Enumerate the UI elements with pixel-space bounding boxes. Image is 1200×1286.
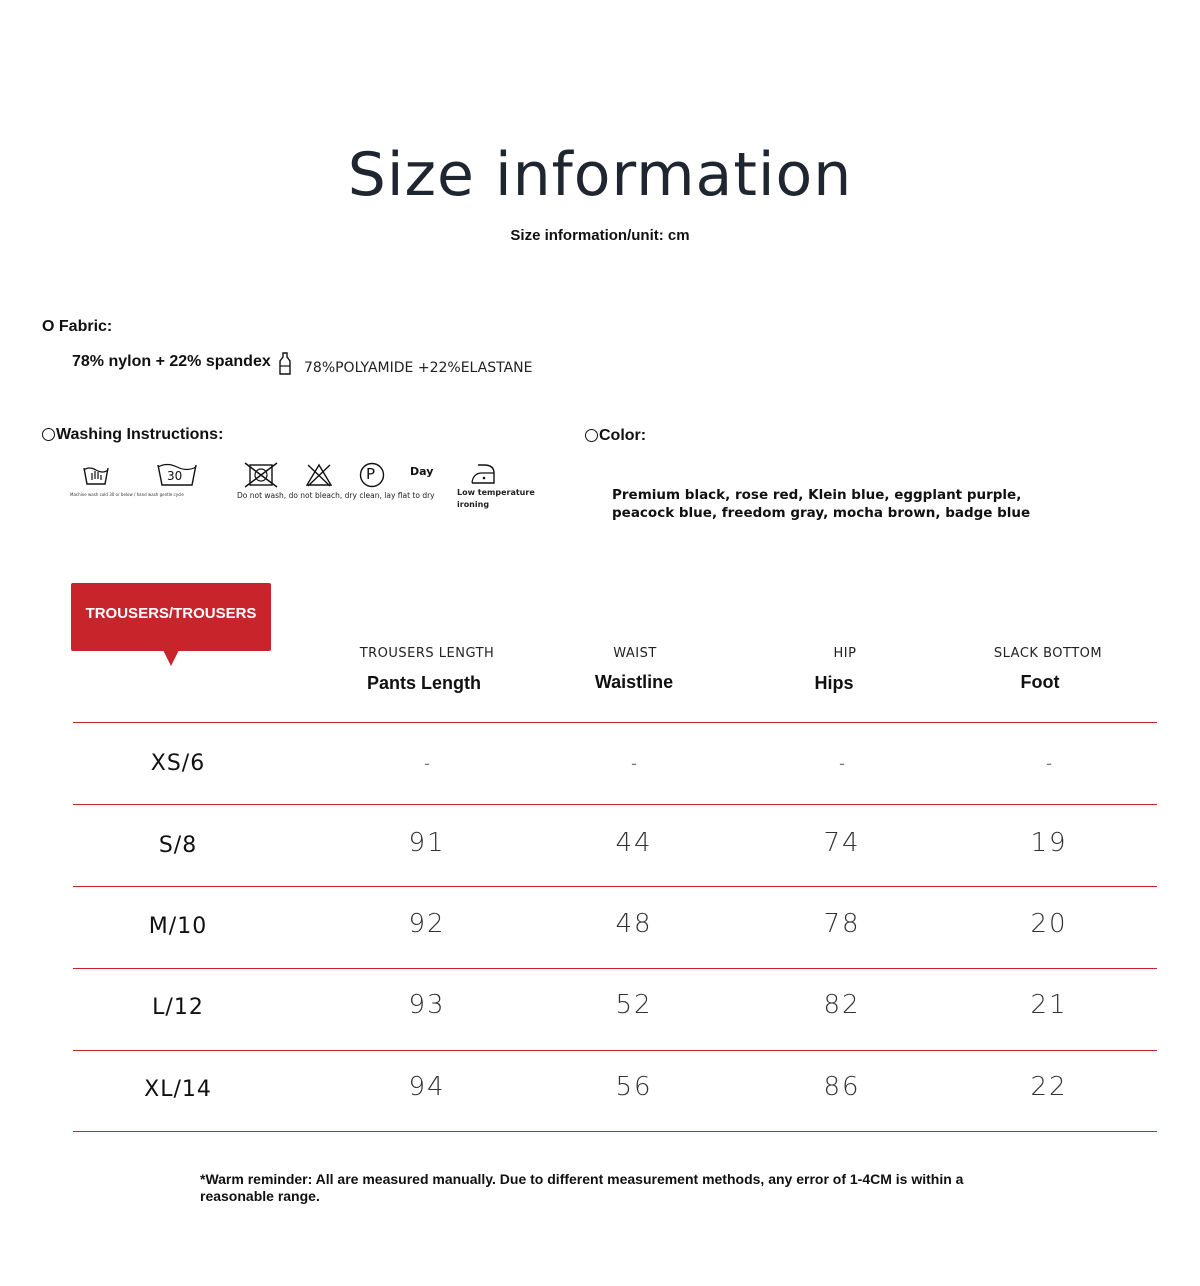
machine-wash-caption: Machine wash cold 30 or below / hand wash gentle cycle [70, 492, 184, 497]
table-cell: 20 [1030, 909, 1068, 939]
fabric-composition: 78% nylon + 22% spandex [72, 353, 271, 370]
table-cell: - [1046, 754, 1052, 773]
column-header: Foot [1020, 672, 1060, 692]
bottle-icon [276, 352, 294, 376]
hand-wash-icon [82, 462, 110, 486]
care-caption: Do not wash, do not bleach, dry clean, lay flat to dry [237, 491, 435, 500]
page-title: Size information [347, 140, 853, 210]
circle-bullet-icon [42, 428, 55, 441]
circle-bullet-icon [585, 429, 598, 442]
table-divider [73, 1131, 1157, 1132]
category-tag [71, 583, 271, 651]
no-tumble-dry-icon [243, 461, 279, 489]
size-label: S/8 [158, 833, 198, 858]
table-cell: 21 [1030, 990, 1068, 1020]
table-cell: - [424, 754, 430, 773]
column-header-en: WAIST [613, 646, 657, 661]
table-divider [73, 1050, 1157, 1051]
column-header: Waistline [594, 672, 674, 692]
table-cell: 44 [615, 828, 653, 858]
table-cell: 93 [408, 990, 446, 1020]
table-cell: 56 [615, 1072, 653, 1102]
category-tag-label: TROUSERS/TROUSERS [85, 605, 257, 622]
table-divider [73, 722, 1157, 723]
table-cell: 82 [823, 990, 861, 1020]
iron-caption: Low temperature ironing [457, 488, 535, 509]
iron-low-icon [468, 461, 498, 487]
dry-flat-label: Day [410, 465, 434, 478]
measurement-note: *Warm reminder: All are measured manually. Due to different measurement methods, any error of 1-4CM is within a reasonable range. [200, 1171, 964, 1204]
wash-temp: 30 [167, 469, 183, 483]
column-header-en: HIP [833, 646, 857, 661]
tag-pointer [163, 650, 179, 666]
table-cell: 52 [615, 990, 653, 1020]
size-label: L/12 [152, 995, 204, 1020]
table-cell: 74 [823, 828, 861, 858]
table-cell: - [631, 754, 637, 773]
dry-clean-letter: P [366, 465, 376, 483]
fabric-label: O Fabric: [42, 318, 113, 335]
table-cell: - [839, 754, 845, 773]
no-bleach-icon [305, 462, 333, 488]
table-cell: 94 [408, 1072, 446, 1102]
size-label: M/10 [148, 914, 208, 939]
page-subtitle: Size information/unit: cm [510, 227, 690, 244]
table-cell: 48 [615, 909, 653, 939]
color-label: Color: [585, 427, 646, 445]
table-cell: 19 [1030, 828, 1068, 858]
washing-label: Washing Instructions: [42, 426, 223, 444]
size-label: XS/6 [150, 751, 206, 776]
table-cell: 22 [1030, 1072, 1068, 1102]
table-cell: 78 [823, 909, 861, 939]
column-header: Hips [814, 673, 854, 693]
table-cell: 92 [408, 909, 446, 939]
column-header-en: TROUSERS LENGTH [359, 646, 495, 661]
size-label: XL/14 [144, 1077, 212, 1102]
table-cell: 86 [823, 1072, 861, 1102]
color-list: Premium black, rose red, Klein blue, eggplant purple, peacock blue, freedom gray, mocha brown, badge blue [612, 487, 1031, 521]
column-header-en: SLACK BOTTOM [993, 646, 1103, 661]
table-cell: 91 [408, 828, 446, 858]
table-divider [73, 804, 1157, 805]
column-header: Pants Length [366, 673, 481, 693]
table-divider [73, 968, 1157, 969]
table-divider [73, 886, 1157, 887]
fabric-composition-en: 78%POLYAMIDE +22%ELASTANE [304, 360, 533, 376]
